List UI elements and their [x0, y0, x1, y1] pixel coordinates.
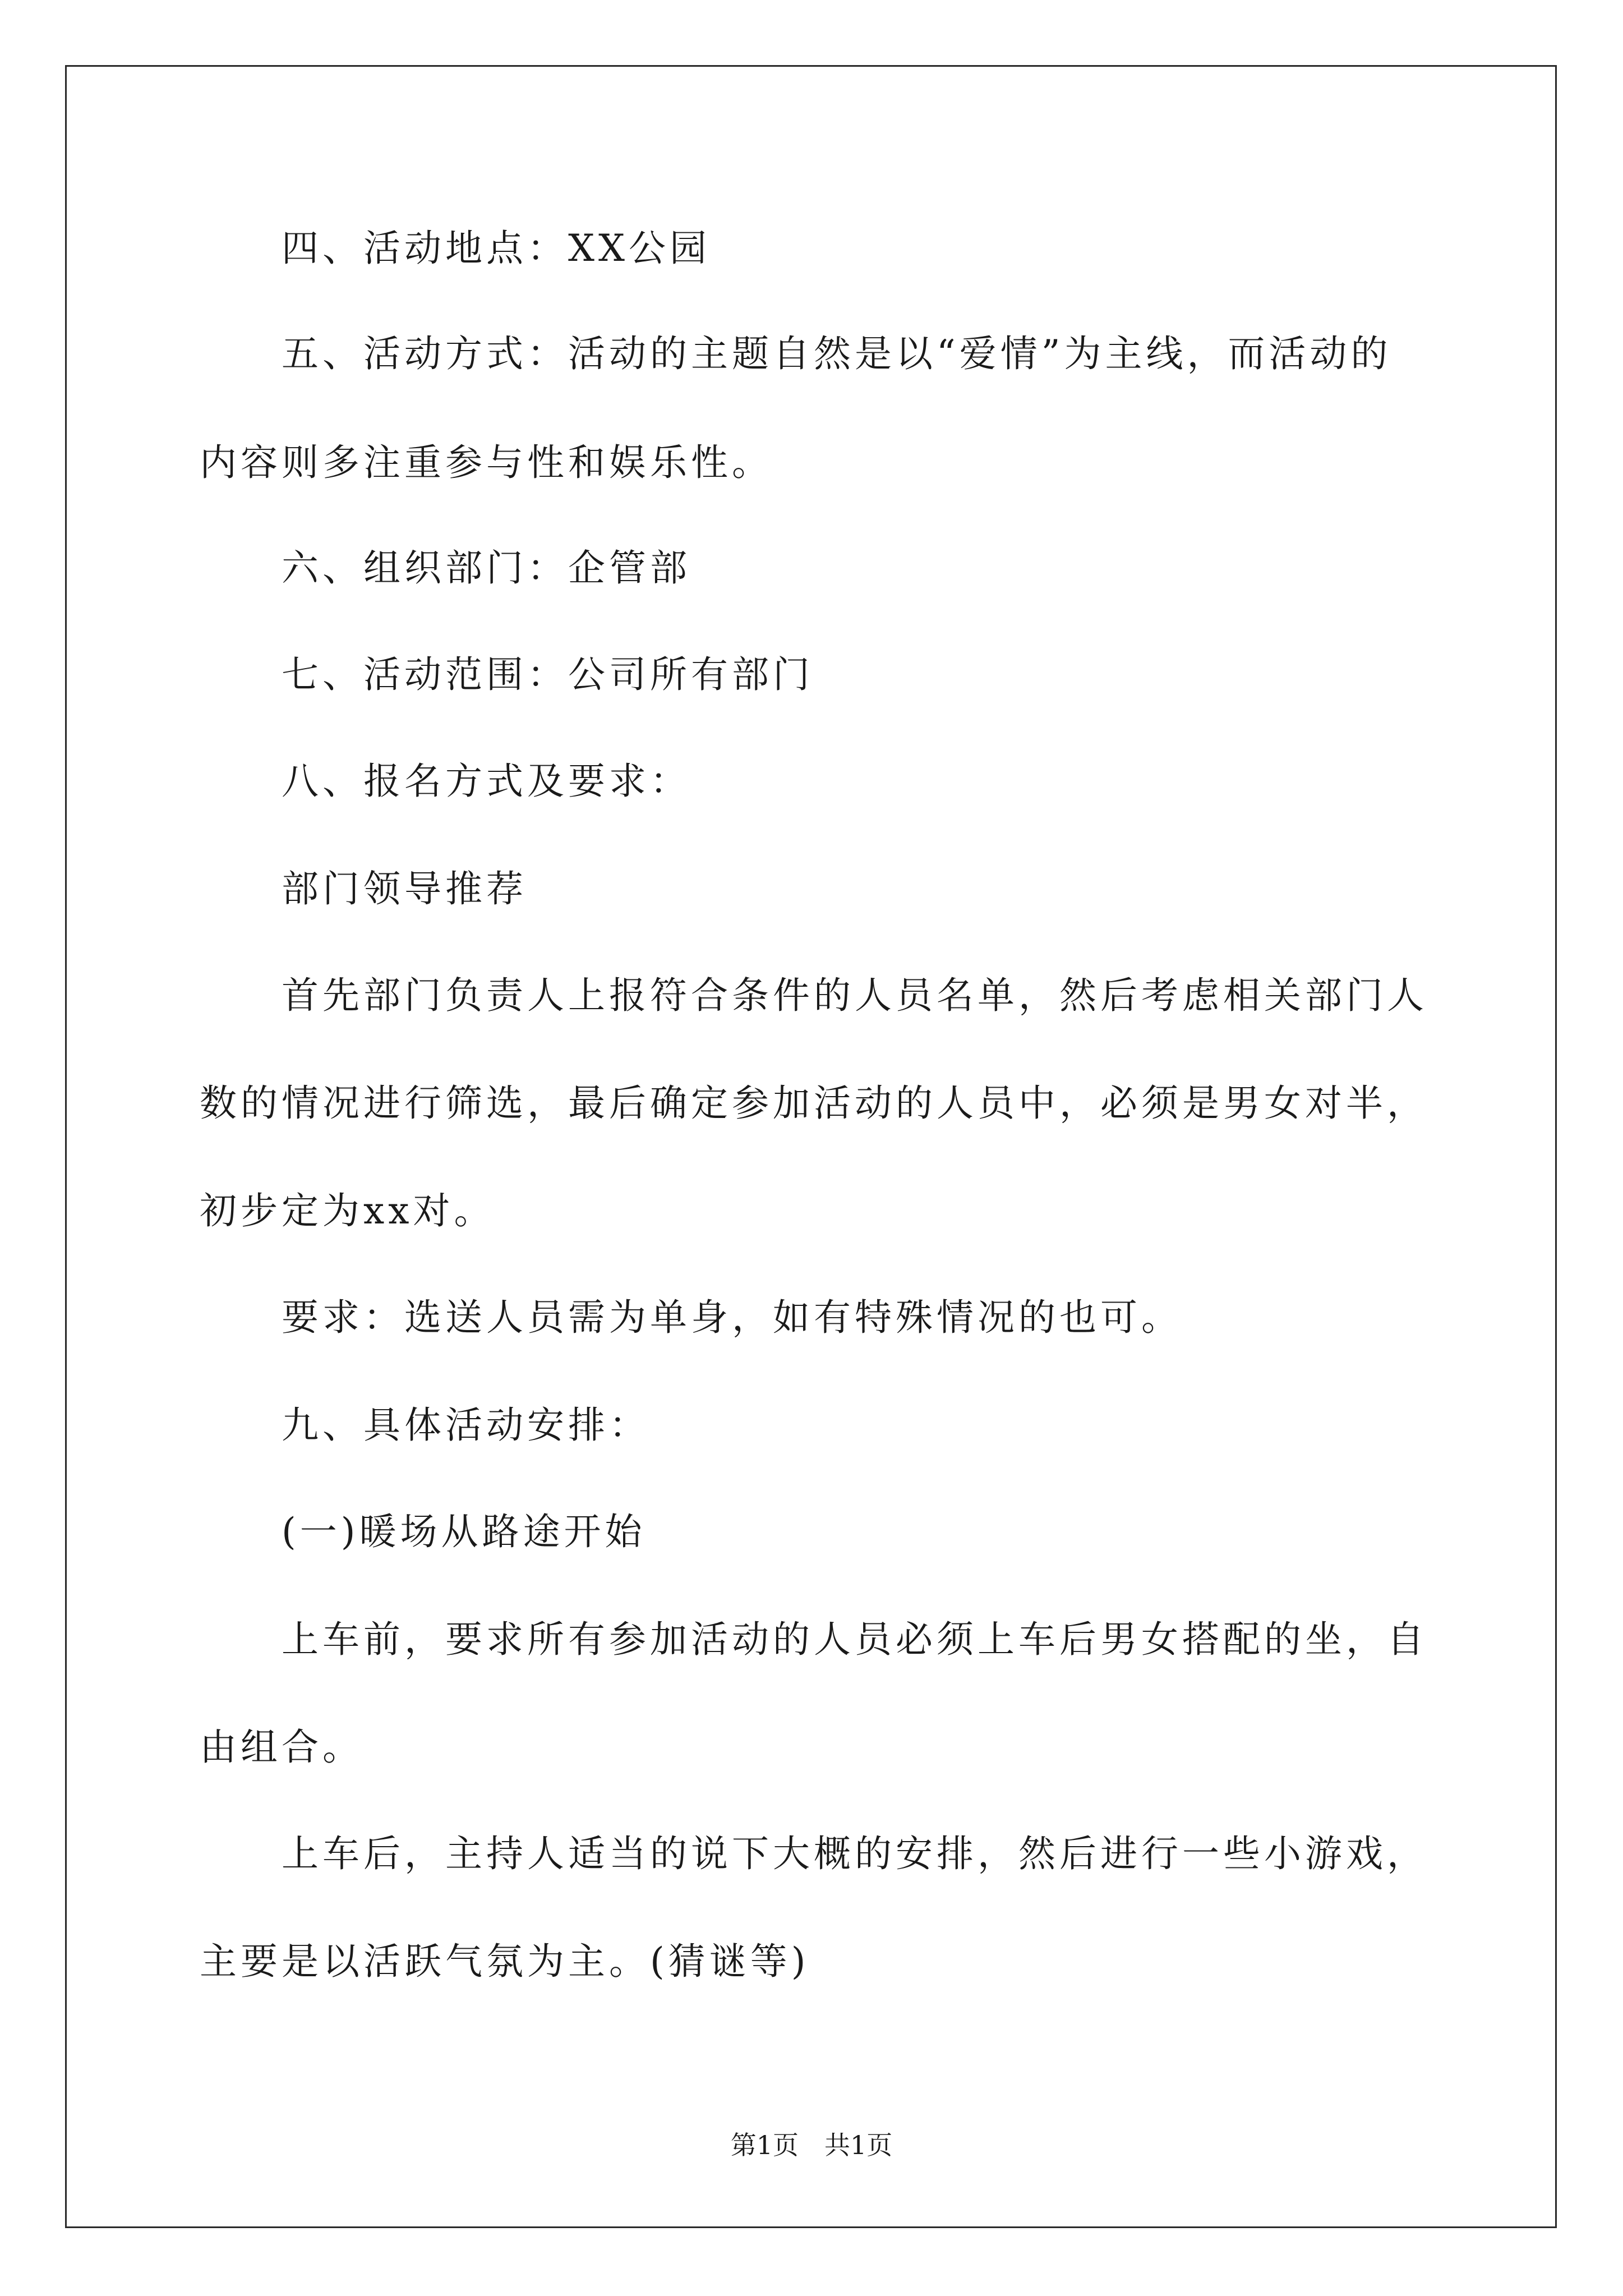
paragraph-requirement: 要求：选送人员需为单身，如有特殊情况的也可。 — [282, 1296, 1182, 1339]
paragraph-method: 五、活动方式：活动的主题自然是以“爱情”为主线，而活动的 — [282, 332, 1392, 375]
paragraph-boarding-cont: 由组合。 — [200, 1726, 363, 1769]
page-footer: 第1页 共1页 — [730, 2130, 893, 2160]
paragraph-recommend: 部门领导推荐 — [282, 867, 527, 910]
paragraph-warmup: (一)暖场从路途开始 — [282, 1510, 646, 1553]
paragraph-method-cont: 内容则多注重参与性和娱乐性。 — [200, 441, 773, 484]
paragraph-organizer: 六、组织部门：企管部 — [282, 546, 691, 590]
paragraph-schedule-heading: 九、具体活动安排： — [282, 1404, 650, 1447]
paragraph-signup-heading: 八、报名方式及要求： — [282, 760, 691, 803]
paragraph-host: 上车后，主持人适当的说下大概的安排，然后进行一些小游戏， — [282, 1832, 1428, 1875]
paragraph-location: 四、活动地点：XX公园 — [282, 227, 711, 270]
paragraph-boarding: 上车前，要求所有参加活动的人员必须上车后男女搭配的坐，自 — [282, 1618, 1428, 1661]
page-border — [65, 65, 1557, 2228]
paragraph-selection-cont-1: 数的情况进行筛选，最后确定参加活动的人员中，必须是男女对半， — [200, 1082, 1428, 1125]
paragraph-host-cont: 主要是以活跃气氛为主。(猜谜等) — [200, 1940, 810, 1983]
paragraph-scope: 七、活动范围：公司所有部门 — [282, 653, 814, 696]
paragraph-selection-cont-2: 初步定为xx对。 — [200, 1189, 495, 1232]
paragraph-selection: 首先部门负责人上报符合条件的人员名单，然后考虑相关部门人 — [282, 974, 1428, 1017]
